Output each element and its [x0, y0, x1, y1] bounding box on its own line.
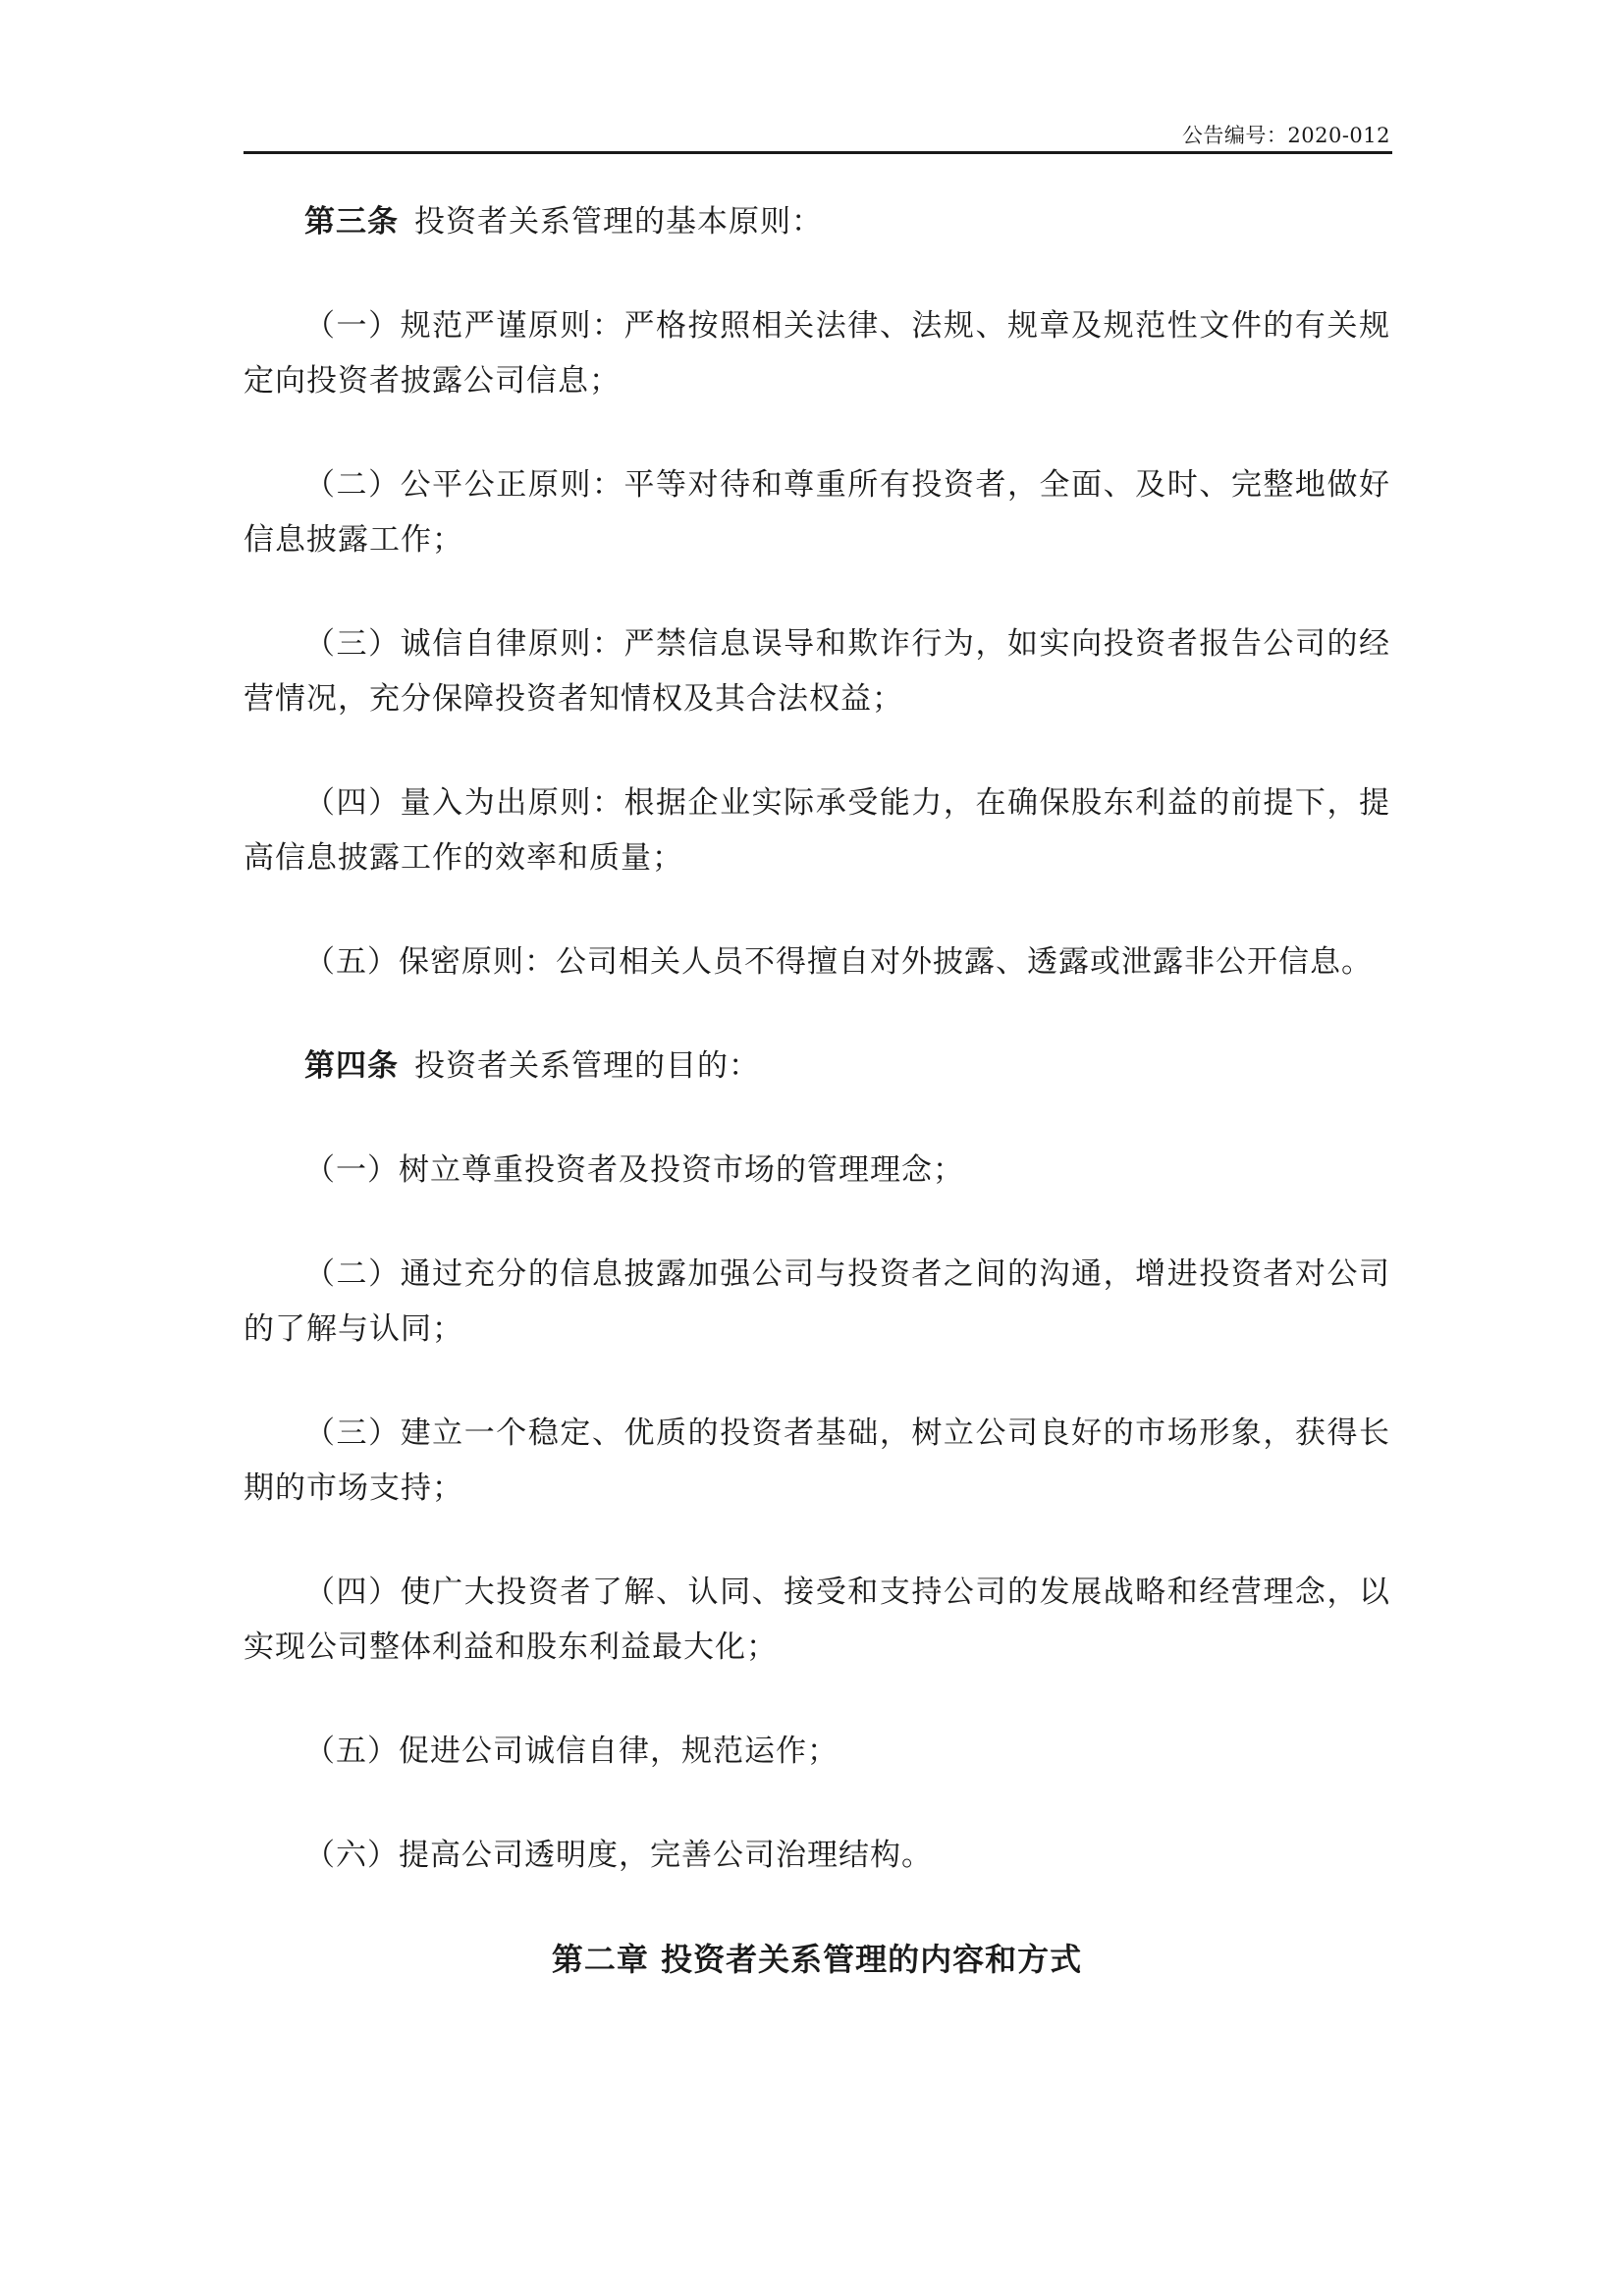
announcement-number: 公告编号：2020-012 — [1181, 124, 1390, 147]
article-4-item-2: （二）通过充分的信息披露加强公司与投资者之间的沟通，增进投资者对公司的了解与认同； — [244, 1256, 1390, 1347]
article-4-label: 第四条 — [304, 1048, 399, 1084]
page-header — [244, 116, 1390, 155]
article-4-item-6: （六）提高公司透明度，完善公司治理结构。 — [304, 1838, 933, 1873]
article-3-heading — [244, 194, 1390, 249]
article-4-item-5: （五）促进公司诚信自律，规范运作； — [304, 1734, 839, 1769]
article-4-item-1: （一）树立尊重投资者及投资市场的管理理念； — [304, 1152, 964, 1188]
article-3-item-5: （五）保密原则：公司相关人员不得擅自对外披露、透露或泄露非公开信息。 — [304, 944, 1373, 980]
article-4-item-4: （四）使广大投资者了解、认同、接受和支持公司的发展战略和经营理念，以实现公司整体利益和股东利益最大化； — [244, 1575, 1390, 1665]
article-4-item-3: （三）建立一个稳定、优质的投资者基础，树立公司良好的市场形象，获得长期的市场支持； — [244, 1415, 1390, 1506]
article-3-intro: 投资者关系管理的基本原则： — [414, 204, 823, 240]
document-body — [244, 194, 1390, 1987]
article-3-item-1: （一）规范严谨原则：严格按照相关法律、法规、规章及规范性文件的有关规定向投资者披露公司信息； — [244, 308, 1390, 399]
article-3-item-2: （二）公平公正原则：平等对待和尊重所有投资者，全面、及时、完整地做好信息披露工作； — [244, 467, 1390, 558]
chapter-2-title: 第二章 投资者关系管理的内容和方式 — [551, 1941, 1083, 1978]
article-3-item-4: （四）量入为出原则：根据企业实际承受能力，在确保股东利益的前提下，提高信息披露工作的效率和质量； — [244, 785, 1390, 876]
article-4-intro: 投资者关系管理的目的： — [414, 1048, 760, 1084]
article-4-heading — [244, 1039, 1390, 1094]
header-divider — [244, 151, 1392, 154]
article-3-label: 第三条 — [304, 204, 399, 240]
article-3-item-3: （三）诚信自律原则：严禁信息误导和欺诈行为，如实向投资者报告公司的经营情况，充分保障投资者知情权及其合法权益； — [244, 626, 1390, 717]
